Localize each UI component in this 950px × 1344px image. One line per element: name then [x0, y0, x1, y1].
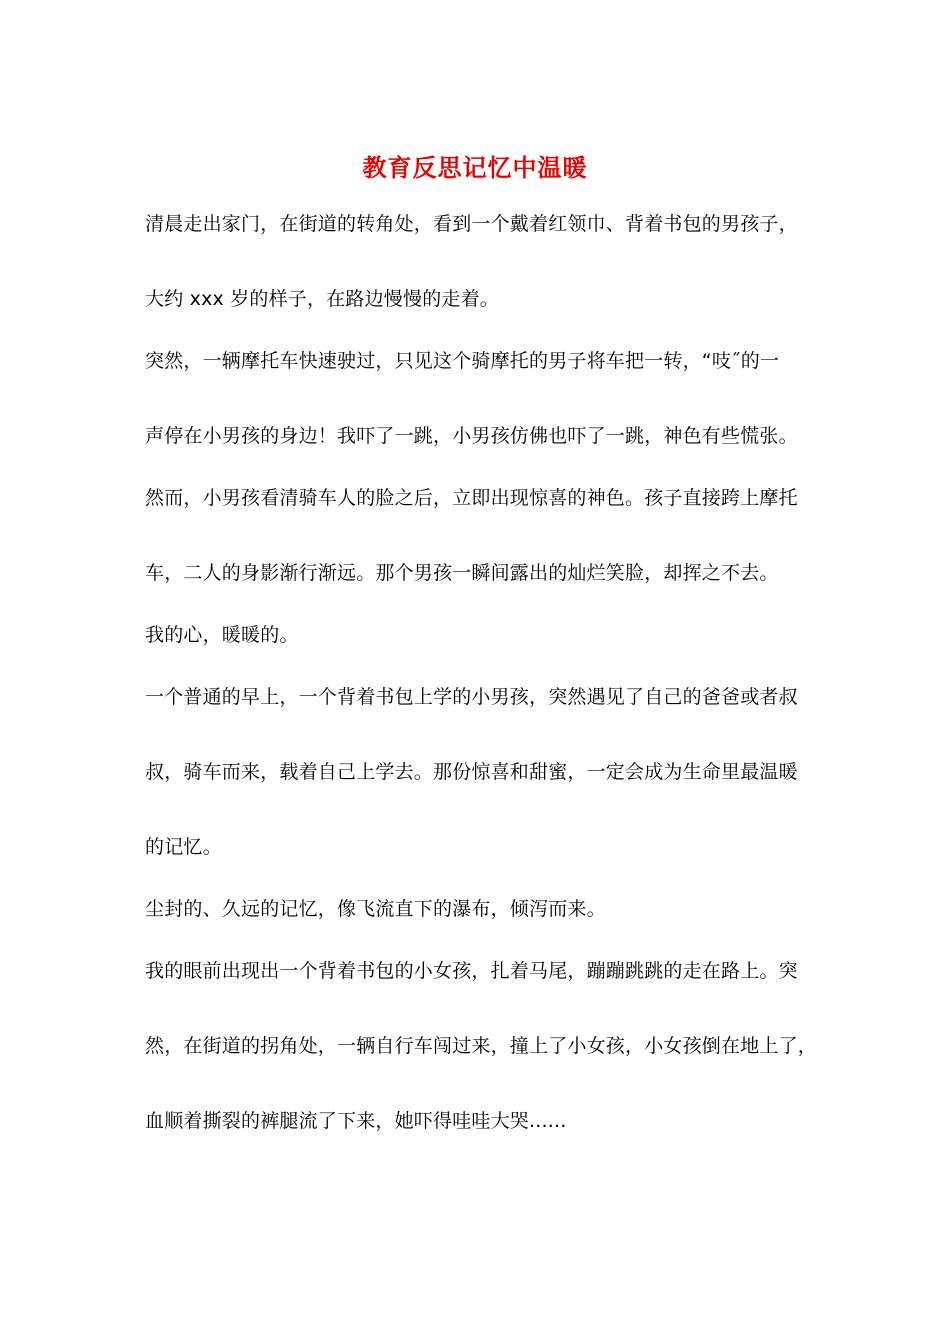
paragraph-line: 突然，一辆摩托车快速驶过，只见这个骑摩托的男子将车把一转，“吱˝的一 [145, 350, 780, 372]
paragraph-line: 我的心，暖暖的。 [145, 624, 299, 646]
paragraph-line: 一个普通的早上，一个背着书包上学的小男孩，突然遇见了自己的爸爸或者叔 [145, 686, 798, 708]
paragraph-line: 叔，骑车而来，载着自己上学去。那份惊喜和甜蜜，一定会成为生命里最温暖 [145, 761, 798, 783]
paragraph-line: 车，二人的身影渐行渐远。那个男孩一瞬间露出的灿烂笑脸，却挥之不去。 [145, 562, 779, 584]
paragraph-line: 的记忆。 [145, 836, 222, 858]
paragraph-line: 声停在小男孩的身边！我吓了一跳，小男孩仿佛也吓了一跳，神色有些慌张。 [145, 425, 798, 447]
paragraph-line: 我的眼前出现出一个背着书包的小女孩，扎着马尾，蹦蹦跳跳的走在路上。突 [145, 960, 798, 982]
paragraph-line: 大约 xxx 岁的样子，在路边慢慢的走着。 [145, 288, 500, 310]
paragraph-line: 尘封的、久远的记忆，像飞流直下的瀑布，倾泻而来。 [145, 898, 606, 920]
paragraph-line: 血顺着撕裂的裤腿流了下来，她吓得哇哇大哭...... [145, 1110, 567, 1132]
paragraph-line: 清晨走出家门，在街道的转角处，看到一个戴着红领巾、背着书包的男孩子， [145, 213, 798, 235]
document-title: 教育反思记忆中温暖 [362, 153, 588, 182]
paragraph-line: 然而，小男孩看清骑车人的脸之后，立即出现惊喜的神色。孩子直接跨上摩托 [145, 487, 798, 509]
paragraph-line: 然，在街道的拐角处，一辆自行车闯过来，撞上了小女孩，小女孩倒在地上了， [145, 1035, 818, 1057]
